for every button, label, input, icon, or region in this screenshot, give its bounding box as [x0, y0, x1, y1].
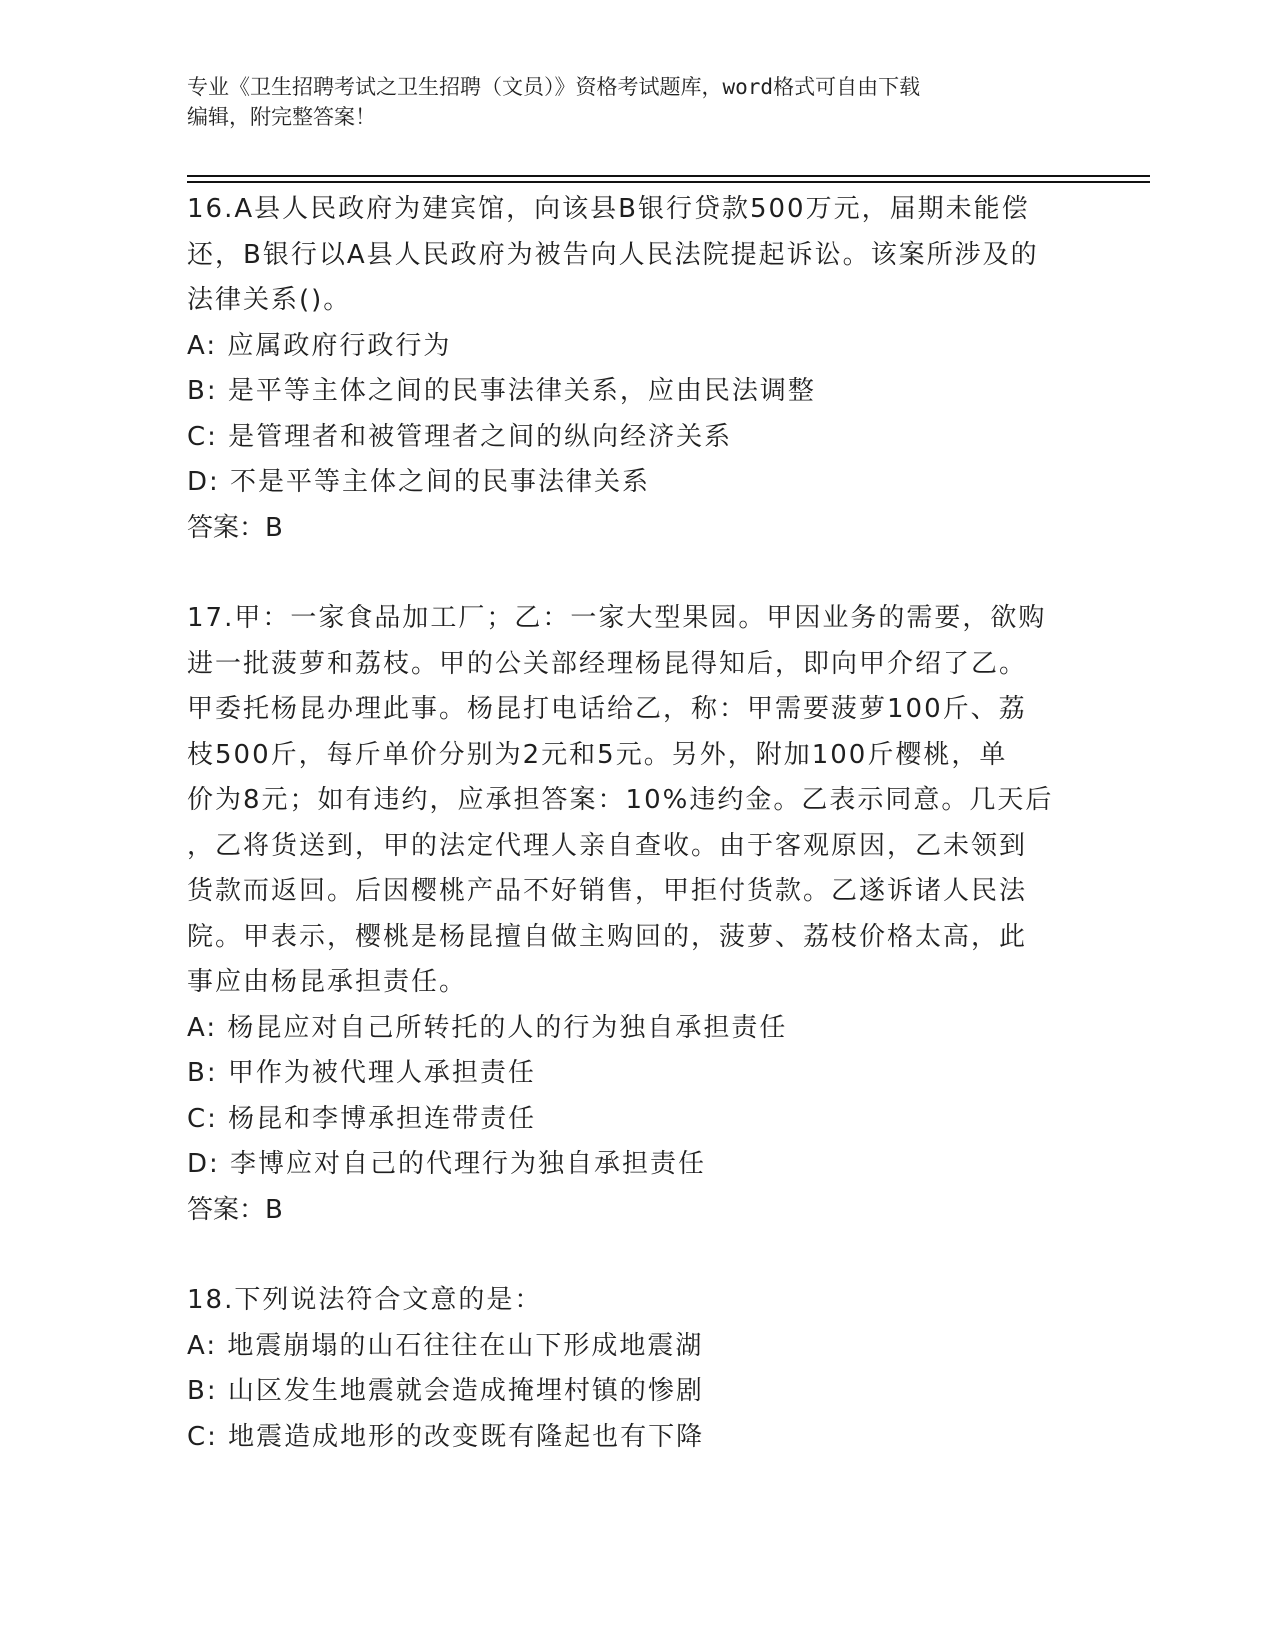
- answer-line: 答案：B: [187, 1194, 283, 1225]
- header-line-1: 专业《卫生招聘考试之卫生招聘（文员）》资格考试题库，word格式可自由下载: [187, 75, 921, 99]
- question-stem-line: ，乙将货送到，甲的法定代理人亲自查收。由于客观原因，乙未领到: [187, 830, 1028, 861]
- option-d: D: 不是平等主体之间的民事法律关系: [187, 467, 651, 497]
- option-c: C: 杨昆和李博承担连带责任: [187, 1103, 537, 1134]
- question-stem-line: 法律关系()。: [187, 285, 352, 315]
- option-b: B: 山区发生地震就会造成掩埋村镇的惨剧: [187, 1376, 704, 1406]
- header-divider-bottom: [187, 181, 1150, 183]
- question-stem-line: 价为8元；如有违约，应承担答案：10%违约金。乙表示同意。几天后: [187, 785, 1054, 815]
- question-spacer: [187, 551, 1087, 596]
- option-b: B: 甲作为被代理人承担责任: [187, 1058, 536, 1088]
- question-stem-line: 事应由杨昆承担责任。: [187, 967, 468, 997]
- option-a: A: 杨昆应对自己所转托的人的行为独自承担责任: [187, 1012, 788, 1043]
- option-a: A: 地震崩塌的山石往往在山下形成地震湖: [187, 1330, 704, 1361]
- question-stem-line: 16.A县人民政府为建宾馆，向该县B银行贷款500万元，届期未能偿: [187, 194, 1030, 224]
- question-stem-line: 货款而返回。后因樱桃产品不好销售，甲拒付货款。乙遂诉诸人民法: [187, 876, 1028, 906]
- header-divider-top: [187, 175, 1150, 177]
- question-stem-line: 甲委托杨昆办理此事。杨昆打电话给乙，称：甲需要菠萝100斤、荔: [187, 694, 1027, 724]
- question-stem-line: 院。甲表示，樱桃是杨昆擅自做主购回的，菠萝、荔枝价格太高，此: [187, 921, 1028, 952]
- question-list: [187, 187, 1087, 1460]
- header-line-2: 编辑，附完整答案！: [187, 105, 376, 129]
- question-16: [187, 187, 1087, 551]
- option-d: D: 李博应对自己的代理行为独自承担责任: [187, 1149, 707, 1179]
- document-header: [187, 72, 1087, 132]
- answer-line: 答案：B: [187, 512, 283, 543]
- option-b: B: 是平等主体之间的民事法律关系，应由民法调整: [187, 376, 816, 406]
- option-a: A: 应属政府行政行为: [187, 330, 452, 361]
- question-spacer: [187, 1233, 1087, 1278]
- option-c: C: 是管理者和被管理者之间的纵向经济关系: [187, 421, 733, 452]
- question-stem-line: 进一批菠萝和荔枝。甲的公关部经理杨昆得知后，即向甲介绍了乙。: [187, 648, 1028, 679]
- question-18: [187, 1278, 1087, 1460]
- question-stem-line: 枝500斤，每斤单价分别为2元和5元。另外，附加100斤樱桃，单: [187, 739, 1008, 770]
- option-c: C: 地震造成地形的改变既有隆起也有下降: [187, 1421, 705, 1452]
- question-stem-line: 18.下列说法符合文意的是：: [187, 1285, 543, 1315]
- question-stem-line: 17.甲：一家食品加工厂；乙：一家大型果园。甲因业务的需要，欲购: [187, 603, 1047, 633]
- question-17: [187, 596, 1087, 1233]
- question-stem-line: 还，B银行以A县人民政府为被告向人民法院提起诉讼。该案所涉及的: [187, 239, 1039, 270]
